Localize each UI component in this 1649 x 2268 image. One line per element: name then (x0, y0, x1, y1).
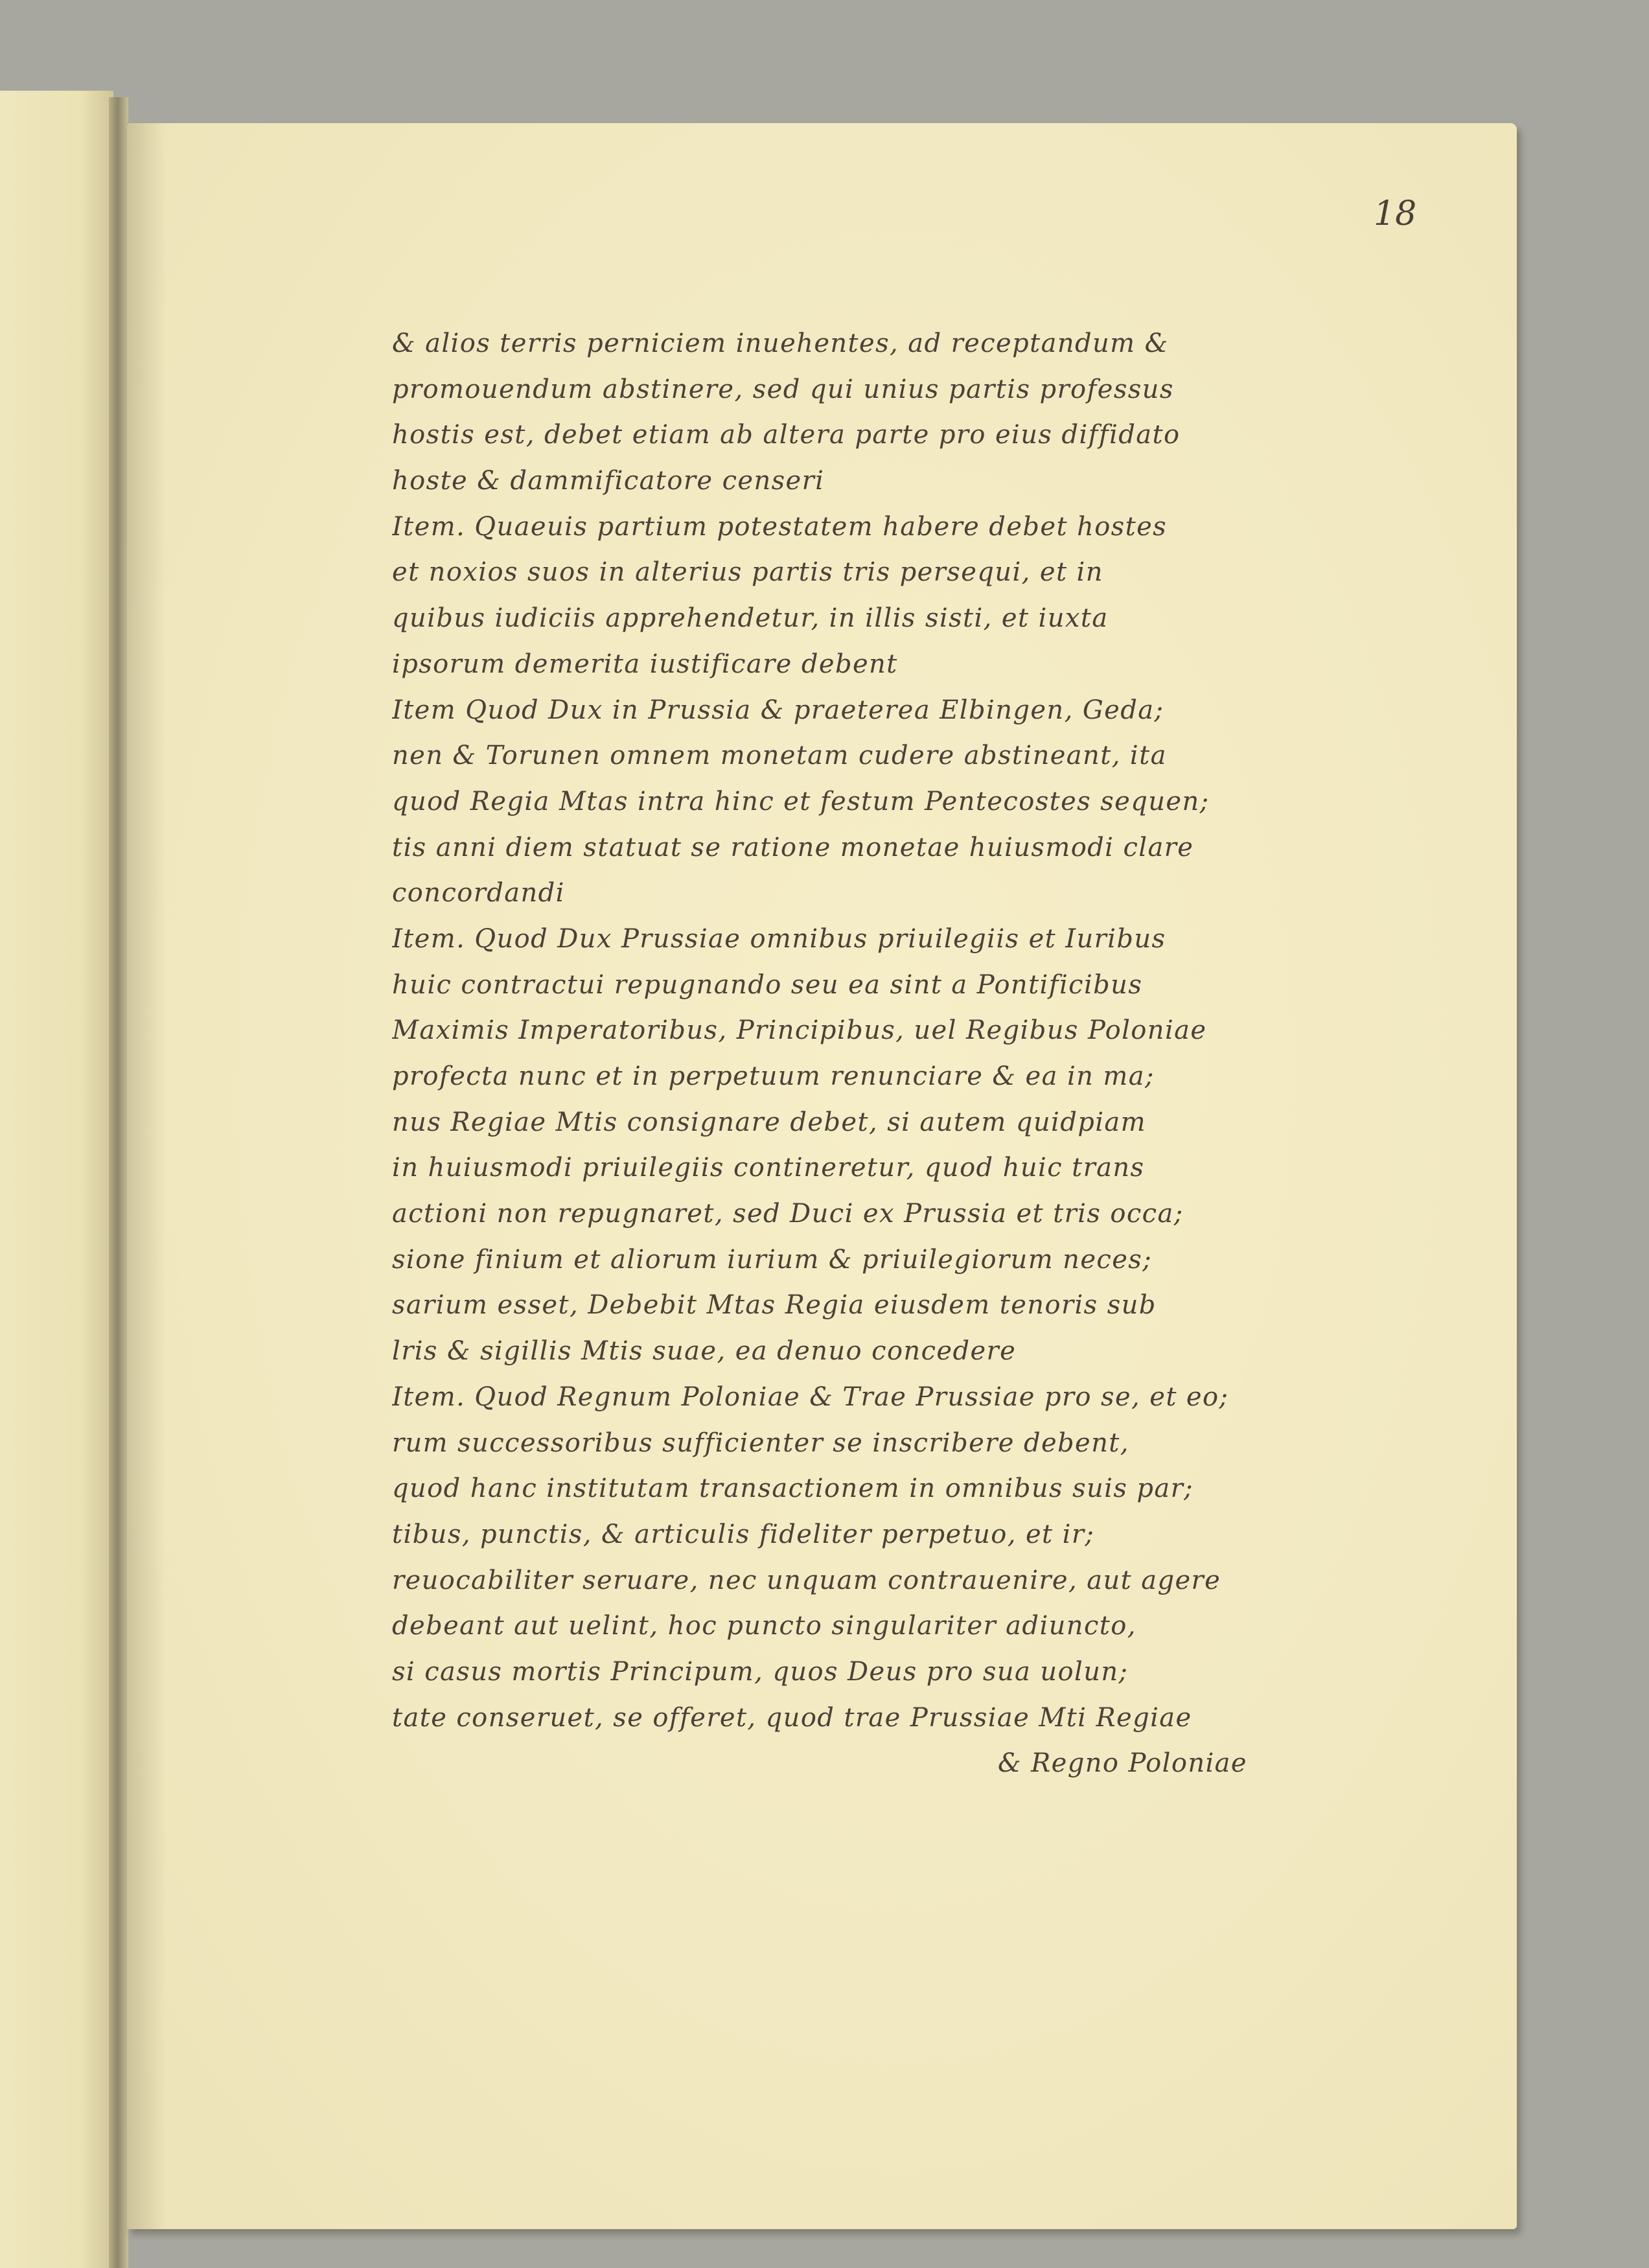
manuscript-text (392, 321, 1293, 1787)
folio-number: 18 (1374, 194, 1417, 233)
text-line: debeant aut uelint, hoc puncto singulariter adiuncto, (392, 1611, 1136, 1641)
text-line: quibus iudiciis apprehendetur, in illis sisti, et iuxta (392, 603, 1109, 634)
text-line: tibus, punctis, & articulis fideliter perpetuo, et ir; (392, 1519, 1095, 1549)
text-line: tate conseruet, se offeret, quod trae Prussiae Mti Regiae (392, 1702, 1192, 1733)
text-line: nen & Torunen omnem monetam cudere abstineant, ita (392, 741, 1167, 771)
text-line: Item. Quod Dux Prussiae omnibus priuilegiis et Iuribus (392, 923, 1166, 954)
text-line: concordandi (392, 878, 565, 908)
text-line: Item. Quod Regnum Poloniae & Trae Prussiae pro se, et eo; (392, 1382, 1229, 1412)
text-line: nus Regiae Mtis consignare debet, si autem quidpiam (392, 1107, 1146, 1137)
text-line: & alios terris perniciem inuehentes, ad receptandum & (392, 329, 1169, 358)
text-line: ipsorum demerita iustificare debent (392, 649, 898, 679)
text-line: si casus mortis Principum, quos Deus pro sua uolun; (392, 1656, 1129, 1687)
text-line: Item Quod Dux in Prussia & praeterea Elbingen, Geda; (392, 695, 1164, 725)
text-line: in huiusmodi priuilegiis contineretur, quod huic trans (392, 1153, 1145, 1183)
text-line: promouendum abstinere, sed qui unius partis professus (392, 374, 1174, 404)
text-line: Maximis Imperatoribus, Principibus, uel Regibus Poloniae (392, 1015, 1207, 1046)
book-gutter (109, 97, 128, 2268)
text-line: et noxios suos in alterius partis tris persequi, et in (392, 557, 1103, 588)
text-line: quod hanc institutam transactionem in omnibus suis par; (392, 1474, 1194, 1504)
text-line: actioni non repugnaret, sed Duci ex Prussia et tris occa; (392, 1199, 1184, 1229)
text-line: sione finium et aliorum iurium & priuilegiorum neces; (392, 1244, 1153, 1275)
text-line: lris & sigillis Mtis suae, ea denuo concedere (392, 1336, 1017, 1367)
text-line: rum successoribus sufficienter se inscribere debent, (392, 1428, 1129, 1458)
text-line: huic contractui repugnando seu ea sint a Pontificibus (392, 969, 1143, 1000)
text-line: sarium esset, Debebit Mtas Regia eiusdem tenoris sub (392, 1290, 1157, 1321)
page-inner-shadow (127, 123, 166, 2229)
text-line: quod Regia Mtas intra hinc et festum Pentecostes sequen; (392, 786, 1210, 816)
text-line: Item. Quaeuis partium potestatem habere debet hostes (392, 511, 1168, 542)
text-line: reuocabiliter seruare, nec unquam contrauenire, aut agere (392, 1565, 1221, 1595)
left-page-edge (0, 91, 113, 2268)
text-line: hostis est, debet etiam ab altera parte pro eius diffidato (392, 420, 1181, 450)
catchword: & Regno Poloniae (998, 1748, 1247, 1779)
text-line: profecta nunc et in perpetuum renunciare & ea in ma; (392, 1061, 1155, 1091)
text-line: hoste & dammificatore censeri (392, 466, 825, 496)
text-line: tis anni diem statuat se ratione monetae huiusmodi clare (392, 832, 1194, 862)
